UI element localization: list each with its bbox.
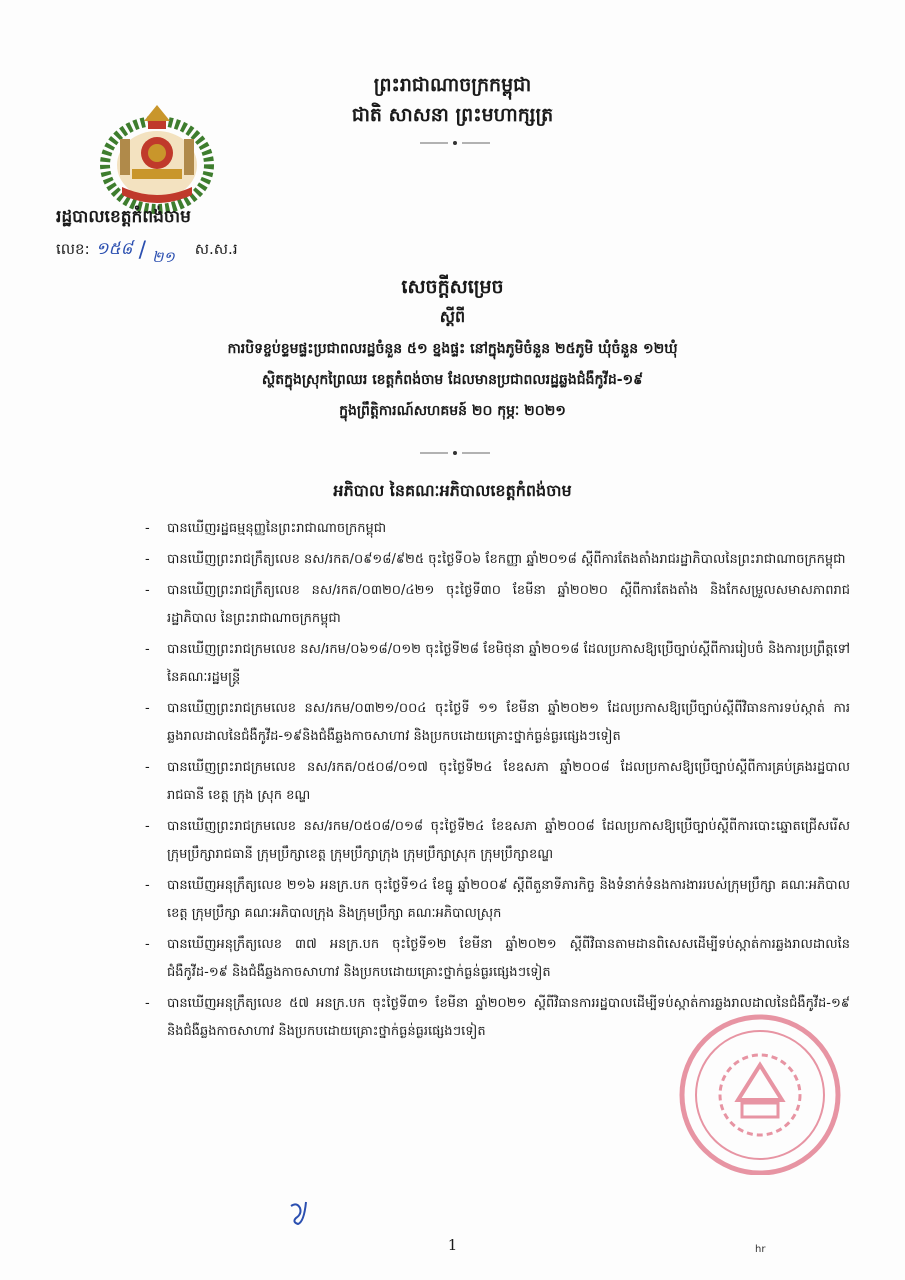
emblem-icon — [92, 103, 222, 215]
ref-year-handwritten: ២១ — [152, 247, 175, 266]
bullet-dash: - — [145, 521, 150, 536]
document-title — [60, 334, 845, 427]
title-divider — [420, 450, 490, 456]
bullet-dash: - — [145, 701, 150, 716]
bullet-dash: - — [145, 760, 150, 775]
bullet-dash: - — [145, 819, 150, 834]
document-type: សេចក្តីសម្រេច — [401, 276, 504, 298]
issuing-agency: រដ្ឋបាលខេត្តកំពង់ចាម — [56, 207, 191, 227]
list-item — [145, 636, 850, 692]
list-item — [145, 931, 850, 987]
ref-number-handwritten: ១៥៨ — [95, 239, 133, 259]
page-number: 1 — [447, 1236, 458, 1254]
bullet-dash: - — [145, 583, 150, 598]
list-item — [145, 546, 850, 574]
reference-text: បានឃើញអនុក្រឹត្យលេខ ៣៧ អនក្រ.បក ចុះថ្ងៃទី១២ ខែមីនា ឆ្នាំ២០២១ ស្តីពីវិធានតាមដានពិសេសដើម្បីទប់ស្កាត់ការឆ្លងរាលដាលនៃជំងឺកូវីដ-១៩ និងជំងឺឆ្លងកាចសាហាវ និងប្រកបដោយគ្រោះថ្នាក់ធ្ងន់ធ្ងរផ្សេងៗទៀត — [167, 937, 850, 980]
reference-number — [56, 238, 238, 266]
title-line: ក្នុងព្រឹត្តិការណ៍សហគមន៍ ២០ កុម្ភៈ ២០២១ — [339, 403, 566, 419]
footer-initials: hr — [755, 1244, 766, 1255]
handwritten-initial-icon — [288, 1198, 310, 1226]
header-divider — [420, 140, 490, 146]
ref-office: ស.ស.រ — [194, 239, 238, 258]
reference-text: បានឃើញព្រះរាជក្រមលេខ នស/រកត/០៥០៨/០១៧ ចុះថ្ងៃទី២៤ ខែឧសភា ឆ្នាំ២០០៨ ដែលប្រកាសឱ្យប្រើច្បាប់ស្តីពីការគ្រប់គ្រងរដ្ឋបាលរាជធានី ខេត្ត ក្រុង ស្រុក ខណ្ឌ — [167, 760, 850, 803]
reference-text: បានឃើញអនុក្រឹត្យលេខ ២១៦ អនក្រ.បក ចុះថ្ងៃទី១៤ ខែធ្នូ ឆ្នាំ២០០៩ ស្តីពីតួនាទីភារកិច្ច និងទំនាក់ទំនងការងាររបស់ក្រុមប្រឹក្សា គណៈអភិបាលខេត្ត ក្រុមប្រឹក្សា គណៈអភិបាលក្រុង និងក្រុមប្រឹក្សា គណៈអភិបាលស្រុក — [167, 878, 850, 921]
bullet-dash: - — [145, 937, 150, 952]
title-line: ស្ថិតក្នុងស្រុកព្រៃឈរ ខេត្តកំពង់ចាម ដែលមានប្រជាពលរដ្ឋឆ្លងជំងឺកូវីដ-១៩ — [261, 372, 644, 388]
reference-text: បានឃើញព្រះរាជក្រមលេខ នស/រកម/០៣២១/០០៤ ចុះថ្ងៃទី ១១ ខែមីនា ឆ្នាំ២០២១ ដែលប្រកាសឱ្យប្រើច្បាប់ស្តីពីវិធានការទប់ស្កាត់ ការឆ្លងរាលដាលនៃជំងឺកូវីដ-១៩និងជំងឺឆ្លងកាចសាហាវ និងប្រកបដោយគ្រោះថ្នាក់ធ្ងន់ធ្ងរផ្សេងៗទៀត — [167, 701, 850, 744]
bullet-dash: - — [145, 552, 150, 567]
kingdom-name: ព្រះរាជាណាចក្រកម្ពុជា — [373, 74, 532, 96]
reference-text: បានឃើញព្រះរាជក្រឹត្យលេខ នស/រកត/០៩១៨/៩២៥ ចុះថ្ងៃទី០៦ ខែកញ្ញា ឆ្នាំ២០១៨ ស្តីពីការតែងតាំងរាជរដ្ឋាភិបាលនៃព្រះរាជាណាចក្រកម្ពុជា — [167, 552, 846, 567]
reference-text: បានឃើញរដ្ឋធម្មនុញ្ញនៃព្រះរាជាណាចក្រកម្ពុជា — [167, 521, 387, 536]
document-about: ស្តីពី — [439, 307, 466, 326]
list-item — [145, 695, 850, 751]
national-motto: ជាតិ សាសនា ព្រះមហាក្សត្រ — [351, 104, 554, 126]
legal-references — [145, 515, 850, 1049]
reference-text: បានឃើញអនុក្រឹត្យលេខ ៥៧ អនក្រ.បក ចុះថ្ងៃទី៣១ ខែមីនា ឆ្នាំ២០២១ ស្តីពីវិធានការរដ្ឋបាលដើម្បីទប់ស្កាត់ការឆ្លងរាលដាលនៃជំងឺកូវីដ-១៩ និងជំងឺឆ្លងកាចសាហាវ និងប្រកបដោយគ្រោះថ្នាក់ធ្ងន់ធ្ងរផ្សេងៗទៀត — [167, 996, 850, 1039]
reference-text: បានឃើញព្រះរាជក្រមលេខ នស/រកម/០៦១៨/០១២ ចុះថ្ងៃទី២៨ ខែមិថុនា ឆ្នាំ២០១៨ ដែលប្រកាសឱ្យប្រើច្បាប់ស្តីពីការរៀបចំ និងការប្រព្រឹត្តទៅនៃគណៈរដ្ឋមន្ត្រី — [167, 642, 850, 685]
bullet-dash: - — [145, 642, 150, 657]
title-line: ការបិទខ្ចប់ខ្ទមផ្ទះប្រជាពលរដ្ឋចំនួន ៥១ ខ្នងផ្ទះ នៅក្នុងភូមិចំនួន ២៥ភូមិ ឃុំចំនួន ១២ឃុំ — [227, 341, 678, 357]
list-item — [145, 872, 850, 928]
reference-text: បានឃើញព្រះរាជក្រឹត្យលេខ នស/រកត/០៣២០/៤២១ ចុះថ្ងៃទី៣០ ខែមីនា ឆ្នាំ២០២០ ស្តីពីការតែងតាំង និងកែសម្រួលសមាសភាពរាជរដ្ឋាភិបាល នៃព្រះរាជាណាចក្រកម្ពុជា — [167, 583, 850, 626]
ref-slash: / — [138, 238, 146, 263]
list-item — [145, 577, 850, 633]
list-item — [145, 990, 850, 1046]
list-item — [145, 754, 850, 810]
list-item — [145, 515, 850, 543]
bullet-dash: - — [145, 878, 150, 893]
ref-prefix: លេខ: — [56, 239, 90, 258]
list-item — [145, 813, 850, 869]
bullet-dash: - — [145, 996, 150, 1011]
reference-text: បានឃើញព្រះរាជក្រមលេខ នស/រកម/០៥០៨/០១៨ ចុះថ្ងៃទី២៤ ខែឧសភា ឆ្នាំ២០០៨ ដែលប្រកាសឱ្យប្រើច្បាប់ស្តីពីការបោះឆ្នោតជ្រើសរើសក្រុមប្រឹក្សារាជធានី ក្រុមប្រឹក្សាខេត្ត ក្រុមប្រឹក្សាក្រុង ក្រុមប្រឹក្សាស្រុក ក្រុមប្រឹក្សាខណ្ឌ — [167, 819, 850, 862]
decision-issuer: អភិបាល នៃគណៈអភិបាលខេត្តកំពង់ចាម — [333, 481, 572, 500]
